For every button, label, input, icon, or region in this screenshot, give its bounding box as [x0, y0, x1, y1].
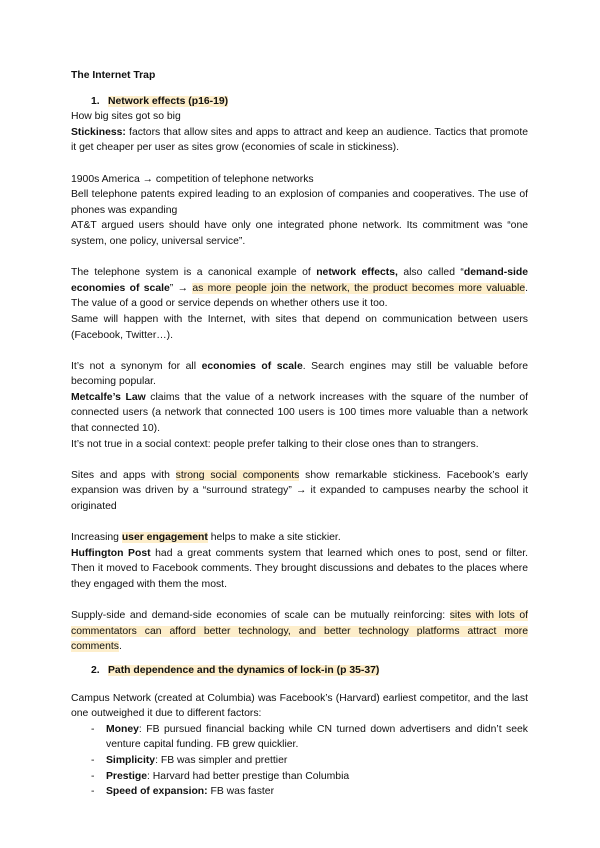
factors-list: [71, 722, 528, 800]
section-2-heading: [71, 663, 528, 679]
paragraph-social-components: Sites and apps with strong social components show remarkable stickiness. Facebook’s early expansion was driven by a “surround strategy” → it expanded to campuses nearby the school it originated: [71, 469, 528, 513]
highlight-strong-social: strong social components: [175, 469, 300, 481]
term-demand-side: demand-side economies of scale: [71, 267, 528, 294]
list-item: - Speed of expansion: FB was faster: [91, 786, 275, 798]
paragraph-telephone-system: The telephone system is a canonical example of network effects, also called “demand-side economies of scale” → as more people join the network, the product becomes more valuable. The value of a good or service depends on whether others use it too.: [71, 267, 529, 310]
paragraph-how-big: How big sites got so big: [71, 111, 181, 123]
term-huffington: Huffington Post: [71, 547, 151, 559]
paragraph-not-synonym: It’s not a synonym for all economies of scale. Search engines may still be valuable before becoming popular.: [71, 360, 528, 388]
paragraph-campus-network: Campus Network (created at Columbia) was Facebook’s (Harvard) earliest competitor, and the last one outweighed it due to different factors:: [71, 692, 528, 720]
term-stickiness: Stickiness:: [71, 126, 126, 138]
paragraph-att: AT&T argued users should have only one integrated phone network. Its commitment was “one system, one policy, universal service”.: [71, 220, 528, 247]
highlight-user-engagement: user engagement: [121, 532, 208, 544]
term-economies-of-scale: economies of scale: [201, 360, 303, 372]
list-item: - Simplicity: FB was simpler and prettier: [91, 754, 288, 766]
section-2-number: 2.: [91, 664, 100, 676]
highlight-commentators: sites with lots of commentators can afford better technology, and better technology platforms attract more comments: [71, 610, 529, 653]
list-item: - Money: FB pursued financial backing while CN turned down advertisers and didn’t seek venture capital funding. FB grew quicklier.: [91, 723, 528, 751]
term-metcalfe: Metcalfe’s Law: [71, 391, 146, 403]
paragraph-america-1900: 1900s America → competition of telephone networks: [71, 173, 314, 185]
section-1-number: 1.: [91, 95, 100, 107]
document-title: The Internet Trap: [71, 70, 156, 81]
paragraph-bell: Bell telephone patents expired leading to an explosion of companies and cooperatives. The use of phones was expanding: [71, 189, 528, 216]
paragraph-supply-demand: Supply-side and demand-side economies of scale can be mutually reinforcing: sites with lots of commentators can afford better technology, and better technology platforms attract more comments.: [71, 610, 529, 653]
list-item: - Prestige: Harvard had better prestige than Columbia: [91, 770, 350, 782]
paragraph-social-context: It’s not true in a social context: people prefer talking to their close ones than to strangers.: [71, 438, 479, 450]
paragraph-metcalfe: Metcalfe’s Law claims that the value of a network increases with the square of the number of connected users (a network that connected 100 users is 100 times more valuable than a network that connected 10).: [71, 391, 529, 435]
paragraph-same-internet: Same will happen with the Internet, with sites that depend on communication between users (Facebook, Twitter…).: [71, 313, 528, 341]
document-body: [71, 68, 528, 800]
term-network-effects: network effects,: [316, 267, 398, 279]
paragraph-huffington: Huffington Post had a great comments system that learned which ones to post, send or filter. Then it moved to Facebook comments. They brought discussions and debates to the places where they engaged with them the most.: [71, 547, 528, 590]
section-1-heading: [71, 94, 528, 110]
paragraph-user-engagement: Increasing user engagement helps to make a site stickier.: [71, 532, 341, 544]
section-2-title: Path dependence and the dynamics of lock-in (p 35-37): [108, 664, 380, 676]
paragraph-stickiness: Stickiness: factors that allow sites and apps to attract and keep an audience. Tactics that promote it get cheaper per user as sites grow (economies of scale in stickiness).: [71, 126, 528, 154]
highlight-more-valuable: as more people join the network, the product becomes more valuable: [192, 282, 526, 294]
section-1-title: Network effects (p16-19): [108, 95, 229, 107]
